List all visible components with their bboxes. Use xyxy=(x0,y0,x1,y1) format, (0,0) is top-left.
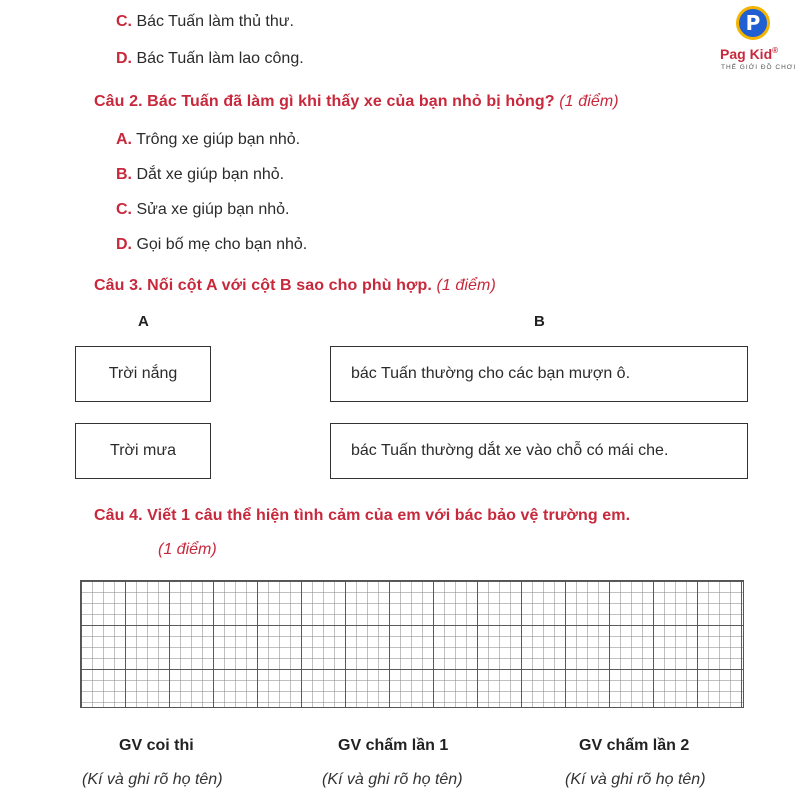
col-b-header: B xyxy=(534,313,545,330)
pagkid-logo-name: Pag Kid® xyxy=(720,46,779,62)
signature-note-grader-2: (Kí và ghi rõ họ tên) xyxy=(565,771,706,788)
q3-title: Câu 3. Nối cột A với cột B sao cho phù hợp. (1 điểm) xyxy=(94,277,496,294)
signature-title-invigilator: GV coi thi xyxy=(119,737,194,754)
q2-option-a: A. Trông xe giúp bạn nhỏ. xyxy=(116,131,301,148)
col-b-item-1: bác Tuấn thường cho các bạn mượn ô. xyxy=(330,346,748,402)
pagkid-logo xyxy=(712,6,796,78)
q1-option-c: C. Bác Tuấn làm thủ thư. xyxy=(116,13,294,30)
writing-grid[interactable] xyxy=(80,580,744,708)
col-a-item-1: Trời nắng xyxy=(75,346,211,402)
q2-points: (1 điểm) xyxy=(559,93,619,110)
col-a-item-2: Trời mưa xyxy=(75,423,211,479)
col-a-header: A xyxy=(138,313,149,330)
pagkid-logo-tagline: THẾ GIỚI ĐỒ CHƠI xyxy=(721,64,797,71)
q2-option-b: B. Dắt xe giúp bạn nhỏ. xyxy=(116,166,285,183)
signature-title-grader-1: GV chấm lần 1 xyxy=(338,737,449,754)
q2-title: Câu 2. Bác Tuấn đã làm gì khi thấy xe của bạn nhỏ bị hỏng? (1 điểm) xyxy=(94,93,619,110)
signature-note-invigilator: (Kí và ghi rõ họ tên) xyxy=(82,771,223,788)
col-b-item-2: bác Tuấn thường dắt xe vào chỗ có mái che. xyxy=(330,423,748,479)
q4-points: (1 điểm) xyxy=(158,541,217,558)
signature-title-grader-2: GV chấm lần 2 xyxy=(579,737,690,754)
signature-note-grader-1: (Kí và ghi rõ họ tên) xyxy=(322,771,463,788)
q3-points: (1 điểm) xyxy=(436,277,496,294)
pagkid-logo-icon: P xyxy=(736,6,770,40)
q1-option-d: D. Bác Tuấn làm lao công. xyxy=(116,50,304,67)
q2-option-d: D. Gọi bố mẹ cho bạn nhỏ. xyxy=(116,236,308,253)
q4-title: Câu 4. Viết 1 câu thể hiện tình cảm của em với bác bảo vệ trường em. xyxy=(94,507,631,524)
q2-option-c: C. Sửa xe giúp bạn nhỏ. xyxy=(116,201,290,218)
